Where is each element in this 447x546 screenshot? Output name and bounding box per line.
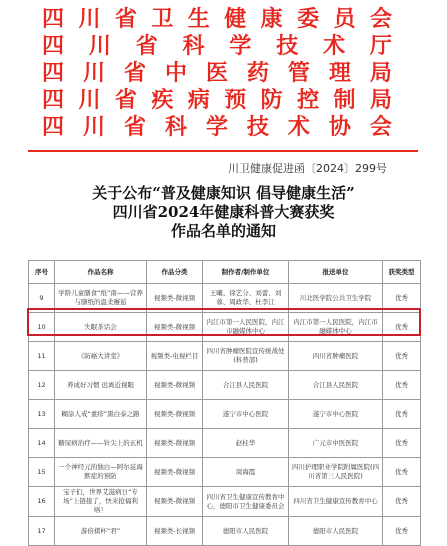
issuer-line [42, 6, 392, 33]
issuer-char: 病 [187, 87, 210, 113]
issuer-char: 川 [82, 60, 105, 86]
table-cell: 合江县人民医院 [203, 371, 289, 400]
table-cell: 遂宁市中心医院 [203, 400, 289, 429]
table-cell: 《防癌大讲堂》 [55, 342, 147, 371]
table-cell: 优秀 [383, 400, 421, 429]
issuer-char: 中 [164, 60, 187, 86]
table-cell: 11 [29, 342, 55, 371]
table-cell: 糊涂人戒“重疹”黑白泰之路 [55, 400, 147, 429]
table-cell: 德阳市人民医院 [289, 517, 383, 546]
issuer-char: 疾 [151, 87, 174, 113]
issuer-char: 生 [187, 6, 210, 32]
document-number: 川卫健康促进函〔2024〕299号 [228, 162, 387, 175]
column-header: 作品名称 [55, 261, 147, 284]
issuer-char: 健 [224, 6, 247, 32]
table-cell: 四川护理职业学院附属医院(四川省第三人民医院) [289, 458, 383, 487]
issuer-char: 防 [260, 87, 283, 113]
table-cell: 视频类-微视频 [147, 429, 203, 458]
column-header: 制作者/制作单位 [203, 261, 289, 284]
table-cell: 内江市第一人民医院，内江市融媒体中心 [203, 313, 289, 342]
table-cell: 视频类-微视频 [147, 284, 203, 313]
table-cell: 宝子们，世界艾滋病日“专场”上链接了，快来抢福利咯！ [55, 487, 147, 517]
column-header: 报送单位 [289, 261, 383, 284]
issuer-char: 医 [205, 60, 228, 86]
table-cell: 赵桂华 [203, 429, 289, 458]
table-cell: 糖尿病治疗——针尖上的玄机 [55, 429, 147, 458]
issuer-char: 省 [123, 114, 146, 140]
table-cell: 广元市中医医院 [289, 429, 383, 458]
table-cell: 周海霞 [203, 458, 289, 487]
issuer-char: 管 [287, 60, 310, 86]
table-cell: 13 [29, 400, 55, 429]
table-cell: 视频类-微视频 [147, 371, 203, 400]
issuer-char: 科 [182, 33, 205, 59]
issuer-char: 制 [333, 87, 356, 113]
issuer-char: 厅 [369, 33, 392, 59]
table-cell: 德阳市人民医院 [203, 517, 289, 546]
issuer-char: 学 [229, 33, 252, 59]
issuer-char: 康 [260, 6, 283, 32]
table-cell: 17 [29, 517, 55, 546]
table-cell: 遂宁市中心医院 [289, 400, 383, 429]
table-cell: 优秀 [383, 371, 421, 400]
issuer-char: 川 [88, 33, 111, 59]
issuer-char: 四 [42, 60, 65, 86]
issuer-char: 四 [42, 87, 65, 113]
table-cell: 优秀 [383, 284, 421, 313]
issuer-char: 省 [123, 60, 146, 86]
column-header: 序号 [29, 261, 55, 284]
issuer-char: 会 [369, 6, 392, 32]
issuer-char: 局 [369, 87, 392, 113]
issuer-char: 学 [205, 114, 228, 140]
issuer-char: 技 [276, 33, 299, 59]
table-cell: 失眠茶话会 [55, 313, 147, 342]
table-cell: 四川省肿瘤医院宣传统战处(科普部) [203, 342, 289, 371]
table-row [29, 458, 421, 487]
issuer-line [42, 114, 392, 141]
issuing-authorities [42, 6, 392, 141]
issuer-char: 省 [114, 6, 137, 32]
table-row [29, 429, 421, 458]
table-cell: 内江市第一人民医院，内江市融媒体中心 [289, 313, 383, 342]
issuer-char: 川 [78, 6, 101, 32]
table-row [29, 313, 421, 342]
issuer-char: 四 [42, 6, 65, 32]
notice-title-line-1: 关于公布“普及健康知识 倡导健康生活” [92, 184, 355, 202]
table-cell: 优秀 [383, 487, 421, 517]
table-cell: 优秀 [383, 429, 421, 458]
table-cell: 9 [29, 284, 55, 313]
issuer-char: 术 [323, 33, 346, 59]
table-cell: 视频类-微视频 [147, 458, 203, 487]
table-cell: 15 [29, 458, 55, 487]
issuer-line [42, 33, 392, 60]
issuer-char: 川 [78, 87, 101, 113]
issuer-char: 四 [42, 114, 65, 140]
table-cell: 视频类-微视频 [147, 313, 203, 342]
notice-title-line-2: 四川省2024年健康科普大赛获奖 [112, 203, 335, 221]
table-row [29, 371, 421, 400]
table-cell: 视频类-微视频 [147, 400, 203, 429]
table-cell: 四川省卫生健康宣传教育中心，德阳市卫生健康委员会 [203, 487, 289, 517]
table-cell: 优秀 [383, 458, 421, 487]
issuer-char: 员 [333, 6, 356, 32]
issuer-line [42, 60, 392, 87]
table-cell: 学龄儿童膳食“纸”南——营养与膳纸的温柔邂逅 [55, 284, 147, 313]
issuer-char: 省 [135, 33, 158, 59]
issuer-char: 术 [287, 114, 310, 140]
issuer-char: 理 [328, 60, 351, 86]
table-cell: 视频类-长视频 [147, 517, 203, 546]
issuer-char: 川 [82, 114, 105, 140]
table-cell: 16 [29, 487, 55, 517]
table-header-row [29, 261, 421, 284]
issuer-line [42, 87, 392, 114]
table-cell: 游倍棋杯“君” [55, 517, 147, 546]
table-cell: 12 [29, 371, 55, 400]
table-cell: 养成好习惯 远离近视眼 [55, 371, 147, 400]
column-header: 作品分类 [147, 261, 203, 284]
issuer-char: 科 [164, 114, 187, 140]
issuer-char: 省 [114, 87, 137, 113]
issuer-char: 控 [297, 87, 320, 113]
table-row [29, 284, 421, 313]
issuer-char: 技 [246, 114, 269, 140]
notice-title-line-3: 作品名单的通知 [170, 222, 276, 240]
table-cell: 四川省卫生健康宣传教育中心 [289, 487, 383, 517]
table-cell: 14 [29, 429, 55, 458]
award-list-table [28, 260, 421, 546]
table-row [29, 517, 421, 546]
table-cell: 视频类-微视频 [147, 487, 203, 517]
table-cell: 川北医学院公共卫生学院 [289, 284, 383, 313]
table-cell: 合江县人民医院 [289, 371, 383, 400]
issuer-char: 四 [42, 33, 65, 59]
table-row [29, 487, 421, 517]
issuer-char: 委 [297, 6, 320, 32]
issuer-char: 药 [246, 60, 269, 86]
issuer-char: 预 [224, 87, 247, 113]
table-cell: 10 [29, 313, 55, 342]
table-cell: 四川省肿瘤医院 [289, 342, 383, 371]
table-cell: 一个神经元的独白—阿尔兹海默症的预防 [55, 458, 147, 487]
table-cell: 优秀 [383, 313, 421, 342]
column-header: 获奖类型 [383, 261, 421, 284]
table-cell: 优秀 [383, 517, 421, 546]
table-row [29, 342, 421, 371]
table-row [29, 400, 421, 429]
red-divider [28, 150, 418, 152]
issuer-char: 卫 [151, 6, 174, 32]
issuer-char: 局 [369, 60, 392, 86]
table-cell: 王曦、徐艺分、刘蕾、刘蓉、周政华、杜李江 [203, 284, 289, 313]
issuer-char: 协 [328, 114, 351, 140]
table-cell: 视频类-电视栏目 [147, 342, 203, 371]
table-cell: 优秀 [383, 342, 421, 371]
issuer-char: 会 [369, 114, 392, 140]
